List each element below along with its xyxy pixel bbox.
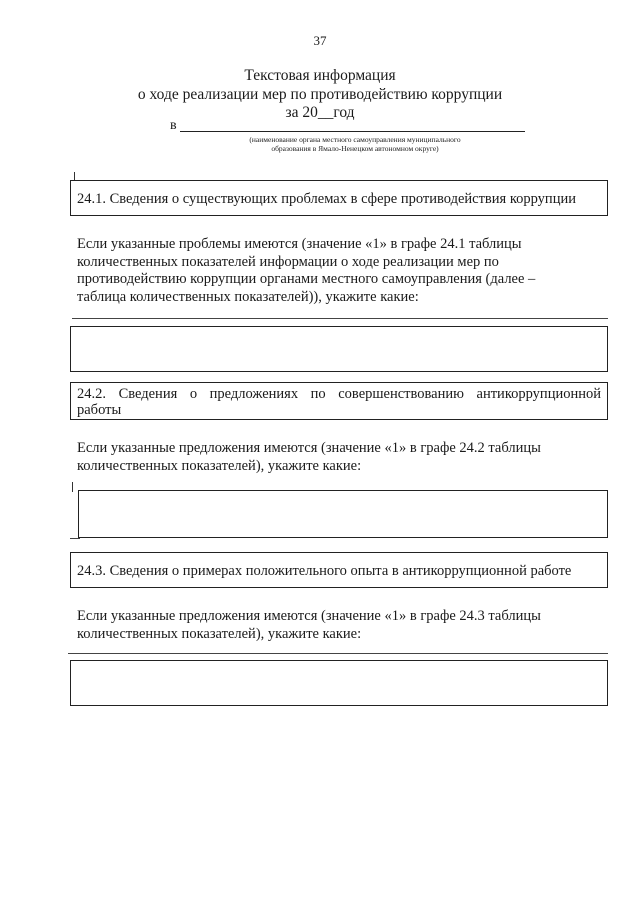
scan-mark xyxy=(72,482,73,492)
section-paragraph-24-2 xyxy=(77,440,601,475)
page-number: 37 xyxy=(313,33,327,48)
section-heading-24-2: 24.2. Сведения о предложениях по совершенствованию антикоррупционной xyxy=(77,386,601,402)
reporting-year: за 20__год xyxy=(285,104,355,121)
org-caption-line: (наименование органа местного самоуправления муниципального xyxy=(249,135,461,144)
answer-field-24-2[interactable] xyxy=(78,490,608,538)
org-prefix: в xyxy=(170,118,177,133)
section-heading-24-2-cont: работы xyxy=(77,402,122,418)
scan-mark xyxy=(70,538,80,539)
scan-line xyxy=(72,318,608,319)
section-heading-24-1: 24.1. Сведения о существующих проблемах в сфере противодействия коррупции xyxy=(77,191,576,207)
scan-line xyxy=(68,653,608,654)
paragraph-line: Если указанные предложения имеются (значение «1» в графе 24.2 таблицы xyxy=(77,440,541,456)
paragraph-line: количественных показателей), укажите какие: xyxy=(77,457,362,474)
section-heading-box-24-1 xyxy=(70,180,608,216)
paragraph-line: количественных показателей), укажите какие: xyxy=(77,625,362,642)
paragraph-line: количественных показателей информации о ходе реализации мер по xyxy=(77,253,499,270)
answer-field-24-3[interactable] xyxy=(70,660,608,706)
document-title: Текстовая информация xyxy=(244,67,396,84)
paragraph-line: Если указанные предложения имеются (значение «1» в графе 24.3 таблицы xyxy=(77,608,541,624)
paragraph-line: противодействию коррупции органами местного самоуправления (далее – xyxy=(77,271,536,287)
org-caption xyxy=(215,135,495,153)
org-name-field[interactable] xyxy=(180,131,525,132)
answer-field-24-1[interactable] xyxy=(70,326,608,372)
paragraph-line: таблица количественных показателей)), укажите какие: xyxy=(77,288,419,305)
section-heading-box-24-3 xyxy=(70,552,608,588)
org-caption-line: образования в Ямало-Ненецком автономном округе) xyxy=(271,144,439,153)
section-heading-box-24-2 xyxy=(70,382,608,420)
section-heading-24-3: 24.3. Сведения о примерах положительного опыта в антикоррупционной работе xyxy=(77,563,572,579)
paragraph-line: Если указанные проблемы имеются (значение «1» в графе 24.1 таблицы xyxy=(77,236,522,252)
document-subtitle: о ходе реализации мер по противодействию коррупции xyxy=(137,86,503,103)
section-paragraph-24-3 xyxy=(77,608,601,643)
scan-mark xyxy=(74,172,75,180)
section-paragraph-24-1 xyxy=(77,236,601,306)
